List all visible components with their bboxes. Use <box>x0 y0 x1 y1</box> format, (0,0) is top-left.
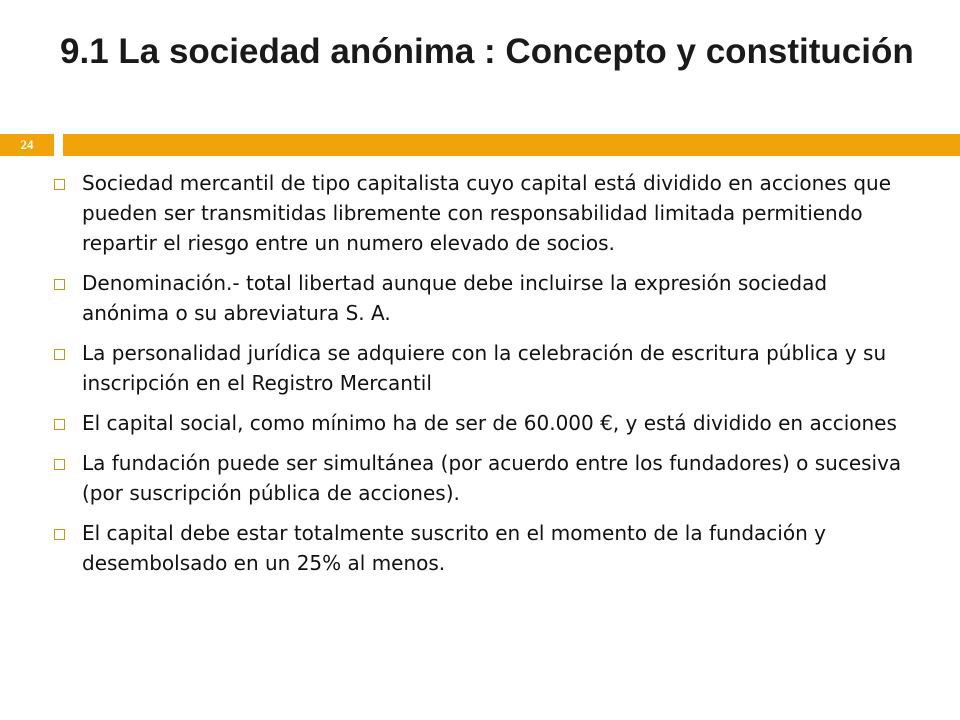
slide-title: 9.1 La sociedad anónima : Concepto y constitución <box>60 32 914 71</box>
bullet-text: La fundación puede ser simultánea (por acuerdo entre los fundadores) o sucesiva (por suscripción pública de acciones). <box>82 451 902 505</box>
bullet-item <box>48 448 918 508</box>
bullet-text: La personalidad jurídica se adquiere con la celebración de escritura pública y su inscripción en el Registro Mercantil <box>82 341 887 395</box>
hollow-square-bullet-icon <box>54 349 65 360</box>
bullet-item <box>48 338 918 398</box>
bullet-list <box>48 168 918 588</box>
bullet-text: Sociedad mercantil de tipo capitalista cuyo capital está dividido en acciones que pueden ser transmitidas libremente con responsabilidad limitada permitiendo repartir el riesgo entre un numero elevado de socios. <box>82 171 892 255</box>
bullet-text: El capital social, como mínimo ha de ser de 60.000 €, y está dividido en acciones <box>82 411 897 435</box>
hollow-square-bullet-icon <box>54 419 65 430</box>
bullet-text: Denominación.- total libertad aunque debe incluirse la expresión sociedad anónima o su abreviatura S. A. <box>82 271 828 325</box>
bullet-item <box>48 168 918 258</box>
hollow-square-bullet-icon <box>54 529 65 540</box>
hollow-square-bullet-icon <box>54 179 65 190</box>
bullet-text: El capital debe estar totalmente suscrito en el momento de la fundación y desembolsado en un 25% al menos. <box>82 521 826 575</box>
bullet-item <box>48 268 918 328</box>
title-accent-bar <box>63 134 960 156</box>
hollow-square-bullet-icon <box>54 279 65 290</box>
hollow-square-bullet-icon <box>54 459 65 470</box>
page-number-badge: 24 <box>0 134 54 156</box>
bullet-item <box>48 518 918 578</box>
bullet-item <box>48 408 918 438</box>
